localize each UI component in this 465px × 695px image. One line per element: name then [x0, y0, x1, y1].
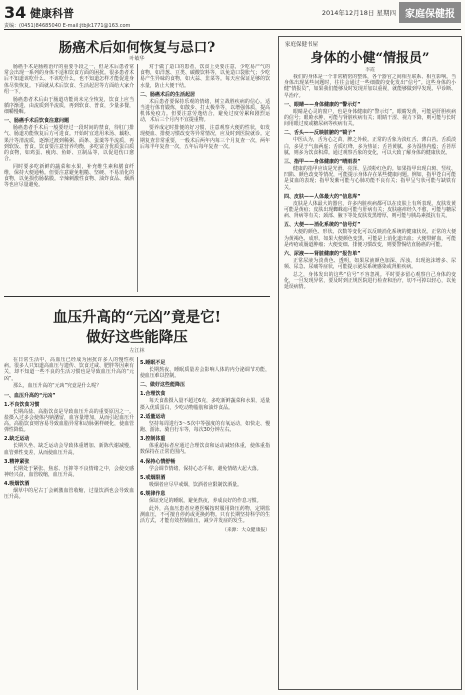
paragraph: 长期处于紧张、焦虑、压抑等不良情绪之中，会使交感神经兴奋，血管收缩，血压升高。	[4, 465, 134, 478]
article1-column-right	[140, 64, 270, 292]
column-divider	[137, 357, 138, 690]
paragraph: 健康的指甲应该是光滑、亮泽、呈淡粉红色的。如果指甲出现白斑、竖纹、凹陷、颜色改变等情况，可能提示身体存在某些健康问题。例如，指甲苍白可能是贫血的表现；指甲发紫可能与心肺功能不良有关；指甲呈勺状可能与缺铁有关。	[284, 166, 456, 191]
article2-title-line2: 做好这些能降压	[86, 329, 188, 346]
issue-date: 2014年12月18日 星期四	[321, 8, 396, 17]
paragraph: 对于做了造口的患者，饮食上更要注意，少吃易产气的食物，如洋葱、豆类、碳酸饮料等，以免造口袋胀气；少吃易产生异味的食物，如大蒜、韭菜等。每天应保证足够的饮水量，防止大便干结。	[140, 64, 270, 89]
paragraph: 总之，身体发出的这些“信号”不容忽视。平时要多留心观察自己身体的变化，一旦发现异常，要及时到正规医院进行检查和治疗，切不可掉以轻心，以免延误病情。	[284, 271, 456, 291]
paragraph: 体重超标者应通过合理饮食和运动减轻体重，使体重指数保持在正常范围内。	[140, 443, 270, 456]
article2-item-head: 6.规律作息	[140, 491, 166, 498]
article2-item-head: 5.睡眠不足	[140, 360, 166, 366]
masthead-group	[322, 3, 461, 21]
article2-item-head: 4.保持心情舒畅	[140, 458, 176, 465]
paragraph: 大便的颜色、形状、次数等变化可以反映消化系统的健康状况。正常的大便为黄褐色、成形。如果大便颜色变黑，可能是上消化道出血；大便带鲜血，可能是痔疮或肠道肿瘤；大便变细、排便习惯改变，则要警惕结直肠癌的可能。	[284, 229, 456, 248]
paragraph: 长期久坐、缺乏运动会导致体重增加、新陈代谢减慢，血管弹性变差，从而使血压升高。	[4, 443, 134, 456]
paragraph: 皮肤是人体最大的器官，许多内脏疾病都可以在皮肤上有所表现。皮肤发黄可能是黄疸；皮肤出现蜘蛛痣可能与肝病有关；皮肤瘙痒经久不愈，可能与糖尿病、肾病等有关；颈部、腋下等处皮肤发黑增厚，则可能与胰岛素抵抗有关。	[284, 200, 456, 220]
article1-column-left	[4, 64, 134, 292]
paragraph: 肠癌患者术后由于肠道功能尚未完全恢复，饮食上应当循序渐进，由流质到半流质，再到软食、普食，少量多餐，细嚼慢咽。	[4, 96, 134, 115]
page-number: 34	[4, 3, 27, 22]
section-title: 健康科普	[30, 7, 74, 20]
paragraph: 烟草中的尼古丁会刺激血管收缩，过量饮酒也会导致血压升高。	[4, 488, 134, 501]
article2-item-head: 4.吸烟饮酒	[4, 481, 30, 488]
paragraph: 学会调节情绪，保持心态平和，避免情绪大起大落。	[149, 465, 262, 472]
article1-author: 叶敏华	[129, 56, 145, 62]
sidebar-kicker: 家庭保健书屋	[285, 42, 319, 48]
page-header	[4, 3, 461, 23]
paragraph: 我们的身体是一个非常精密的整体，各个器官之间相互联系、相互影响。当身体出现某些问题时，往往会通过一些细微的变化发出“信号”。这些身体的小健“情报员”，如果我们能够及时发现并加以重视，就能够做到早发现、早诊断、早治疗。	[284, 74, 456, 99]
article1-title: 肠癌术后如何恢复与忌口?	[58, 40, 216, 56]
paragraph: 中医认为，舌为心之苗，脾之外候。正常的舌象为淡红舌、薄白苔。舌质淡白，多见于气血两虚；舌质红绛，多为热证；舌苔黄腻，多为湿热内蕴；舌苔厚腻，则多为饮食积滞。通过观察舌象的变化，可以大致了解身体的健康状况。	[284, 137, 456, 156]
article2-column-left	[4, 357, 134, 690]
article1-subhead-2: 二、肠癌术后的生活起居	[140, 91, 196, 98]
paragraph: 同时要多吃新鲜的蔬菜和水果，补充维生素和膳食纤维，保持大便通畅。但要注意避免粗糙、坚硬、不易消化的食物，以免损伤肠黏膜。辛辣刺激性食物、油炸食品、烟酒等也应尽量避免。	[4, 163, 134, 189]
article2-item-head: 2.适量运动	[140, 413, 166, 420]
sidebar-subhead: 二、舌头——反映脏腑的“镜子”	[284, 130, 356, 137]
paragraph: 保证充足的睡眠，避免熬夜，养成良好的作息习惯。	[149, 498, 262, 505]
article2-item-head: 1.合理饮食	[140, 391, 166, 398]
paragraph: 吸烟者应尽早戒烟，饮酒者应限制饮酒量。	[149, 481, 242, 488]
sidebar-subhead: 五、大便——消化系统的“信号灯”	[284, 222, 361, 229]
article1-subhead-1: 一、肠癌手术后饮食注意问题	[4, 118, 70, 125]
paragraph: 长期熬夜、睡眠质量差会影响人体的内分泌调节功能，使血压难以控制。	[140, 367, 270, 380]
paragraph: 长期高盐、高脂饮食是导致血压升高的重要原因之一。盐摄入过多会使体内钠潴留，血容量增加，从而引起血压升高。高脂饮食则容易导致血脂异常和动脉粥样硬化，使血管弹性降低。	[4, 408, 134, 434]
sidebar-subhead: 一、眼睛——身体健康的“警示灯”	[284, 101, 361, 108]
article2-endnote: （来源：大众健康报）	[222, 528, 270, 534]
article2-subhead: 二、做好这些能降压	[140, 382, 186, 389]
paragraph: 每天食盐摄入量不超过6克，多吃新鲜蔬菜和水果，适量摄入优质蛋白，少吃动物脂肪和油炸食品。	[140, 398, 270, 411]
paragraph: 那么，血压升高的“元凶”究竟是什么呢？	[13, 383, 102, 390]
newspaper-masthead: 家庭保健报	[399, 2, 461, 23]
sidebar-subhead: 三、指甲——身体健康的“晴雨表”	[284, 159, 361, 166]
article2-subhead: 一、血压升高的“元凶”	[4, 392, 56, 399]
paragraph: 此外，高血压患者应遵医嘱按时服用降压药物，定期监测血压，不可擅自停药或更换药物。只有长期坚持科学的生活方式，才能有效控制血压，减少并发症的发生。	[140, 505, 270, 525]
paragraph: 坚持每周进行3～5次中等强度的有氧运动，如快走、慢跑、游泳、骑自行车等，每次30分钟左右。	[140, 420, 270, 434]
paragraph: 要养成定时排便的好习惯，注意观察大便的性状，如发现便血、排便习惯改变等异常情况，应及时到医院就诊。定期复查非常重要，一般术后两年内每三个月复查一次，两年后每半年复查一次，五年后每年复查一次。	[140, 125, 270, 150]
paragraph: 正常尿液为淡黄色、透明。如果尿液颜色加深、浑浊，出现泡沫增多、尿频、尿急、尿痛等症状，可能提示泌尿系统感染或肾脏疾病。	[284, 258, 456, 271]
article2-author: 左江林	[129, 348, 145, 354]
article2-column-right	[140, 357, 270, 690]
paragraph: 肠癌患者手术后一般要经过一段时间的禁食，待肛门排气、肠道功能恢复后方可进食。开始时宜选用米汤、藕粉、果汁等清流质，逐渐过渡到稀粥、面条、蛋羹等半流质，再到软饭、普食。饮食要注意营养均衡，多吃富含优质蛋白质的食物，如鸡蛋、瘦肉、鱼虾、豆制品等，以促进伤口愈合。	[4, 125, 134, 163]
paragraph: 术后患者要保持乐观的情绪，树立战胜疾病的信心。适当进行体育锻炼，如散步、打太极拳等，以增强体质，提高机体免疫力。但要注意劳逸结合，避免过度劳累和剧烈运动，术后三个月内不宜提重物。	[140, 98, 270, 124]
column-divider	[137, 64, 138, 292]
article2-title-line1: 血压升高的“元凶”竟是它!	[52, 309, 222, 326]
article2-item-head: 3.控制体重	[140, 436, 166, 443]
sidebar-body	[284, 74, 456, 686]
article-divider	[4, 296, 270, 297]
paragraph: 眼睛是心灵的窗户，也是身体健康的“警示灯”。眼睛发黄，可能是肝胆疾病的信号；眼睑水肿，可能与肾脏疾病有关；眼睛干涩、视力下降，则可能与长时间用眼过度或糖尿病等疾病有关。	[284, 108, 456, 128]
article2-item-head: 2.缺乏运动	[4, 436, 30, 443]
sidebar-subhead: 四、皮肤——人体最大的“信息库”	[284, 193, 361, 200]
article2-item-head: 5.戒烟限酒	[140, 474, 166, 481]
sidebar-title: 身体的小健“情报员”	[310, 51, 430, 66]
sidebar-author: 李霞	[365, 68, 375, 73]
sidebar-subhead: 六、尿液——肾脏健康的“报告单”	[284, 251, 361, 258]
article2-item-head: 1.不良饮食习惯	[4, 401, 40, 408]
article2-item-head: 3.精神紧张	[4, 458, 30, 465]
paragraph: 肠癌手术是肠癌治疗的重要手段之一，但是术后患者常常会出现一系列的身体不适和饮食方面的困扰。很多患者术后不知道该吃什么、不该吃什么，也不知道怎样才能促进身体尽快恢复。下面就从术后饮食、生活起居等方面给大家介绍一下。	[4, 64, 134, 95]
paragraph: 在日常生活中，高血压已经成为困扰许多人的慢性疾病。很多人只知道高血压与遗传、饮食过咸、肥胖等因素有关，却不知道一些不良的生活习惯也是导致血压升高的“元凶”。	[4, 357, 134, 382]
header-divider	[4, 29, 461, 30]
sidebar-box	[278, 36, 462, 690]
editor-line: 责编：(0451)84685040 E-mail:jtbjk1771@163.com	[4, 23, 131, 29]
